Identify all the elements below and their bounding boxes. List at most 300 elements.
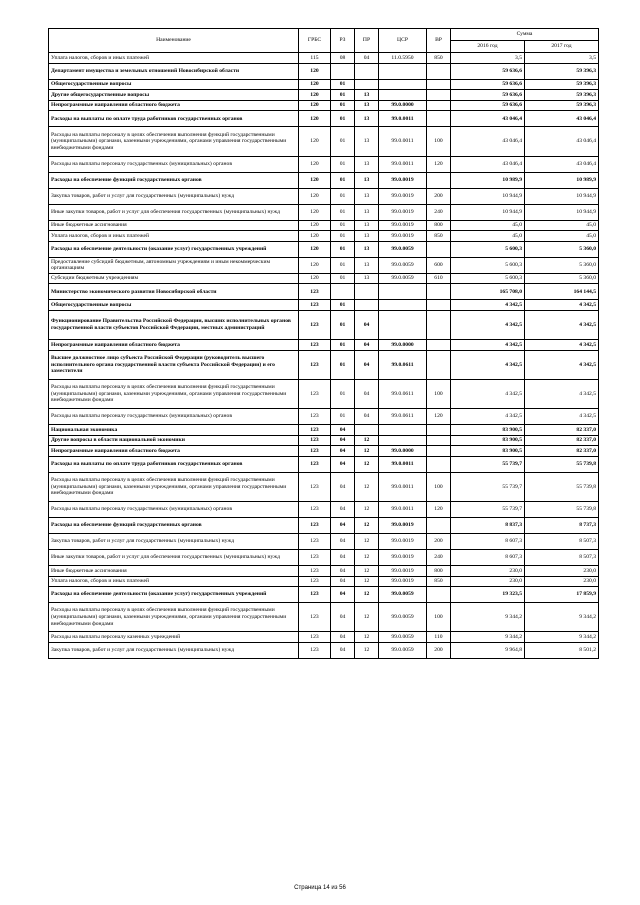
row-sum-2016: 4 342,5 <box>451 340 525 351</box>
row-name: Расходы на обеспечение деятельности (оказание услуг) государственных учреждений <box>49 587 299 603</box>
row-name: Расходы на обеспечение деятельности (оказание услуг) государственных учреждений <box>49 241 299 257</box>
row-sum-2016: 8 607,3 <box>451 534 525 550</box>
table-row <box>49 518 599 534</box>
row-sum-2016: 8 837,3 <box>451 518 525 534</box>
row-sum-2016: 83 900,5 <box>451 425 525 436</box>
row-sum-2017: 8 501,2 <box>525 643 599 659</box>
row-grbs: 123 <box>299 446 331 457</box>
row-csr: 99.0.0059 <box>379 273 427 284</box>
table-row <box>49 204 599 220</box>
row-grbs: 120 <box>299 156 331 172</box>
row-vr: 850 <box>427 576 451 587</box>
row-vr <box>427 446 451 457</box>
row-sum-2017: 3,5 <box>525 53 599 64</box>
row-csr: 99.0.0011 <box>379 456 427 472</box>
row-csr: 99.0.0000 <box>379 100 427 111</box>
row-grbs: 120 <box>299 127 331 156</box>
row-rz: 04 <box>331 446 355 457</box>
row-vr <box>427 587 451 603</box>
row-rz: 08 <box>331 53 355 64</box>
table-row <box>49 90 599 101</box>
row-name: Национальная экономика <box>49 425 299 436</box>
row-pr <box>355 300 379 311</box>
row-grbs: 120 <box>299 90 331 101</box>
row-rz: 01 <box>331 379 355 408</box>
row-pr: 12 <box>355 632 379 643</box>
row-sum-2017: 8 737,3 <box>525 518 599 534</box>
row-sum-2017: 5 360,0 <box>525 257 599 273</box>
row-csr: 99.0.0000 <box>379 340 427 351</box>
row-grbs: 123 <box>299 300 331 311</box>
row-name: Функционирование Правительства Российской Федерации, высших исполнительных органов государственной власти субъектов Российской Федерации, местных администраций <box>49 310 299 339</box>
header-year-2016: 2016 год <box>451 41 525 53</box>
row-rz: 04 <box>331 550 355 566</box>
row-vr: 120 <box>427 502 451 518</box>
row-grbs: 123 <box>299 576 331 587</box>
row-rz: 04 <box>331 534 355 550</box>
row-pr: 13 <box>355 220 379 231</box>
row-vr <box>427 425 451 436</box>
row-rz: 04 <box>331 632 355 643</box>
row-sum-2016: 9 964,8 <box>451 643 525 659</box>
row-grbs: 123 <box>299 379 331 408</box>
row-sum-2017: 4 342,5 <box>525 379 599 408</box>
row-grbs: 123 <box>299 603 331 632</box>
header-csr: ЦСР <box>379 29 427 53</box>
table-row <box>49 502 599 518</box>
row-sum-2016: 19 323,5 <box>451 587 525 603</box>
table-row <box>49 576 599 587</box>
row-sum-2017: 9 344,2 <box>525 603 599 632</box>
row-csr <box>379 79 427 90</box>
row-name: Общегосударственные вопросы <box>49 79 299 90</box>
row-csr <box>379 425 427 436</box>
row-grbs: 123 <box>299 284 331 300</box>
row-pr: 04 <box>355 379 379 408</box>
row-sum-2017: 82 337,0 <box>525 435 599 446</box>
row-vr <box>427 310 451 339</box>
row-vr: 110 <box>427 632 451 643</box>
row-sum-2017: 5 360,0 <box>525 241 599 257</box>
header-grbs: ГРБС <box>299 29 331 53</box>
table-row <box>49 100 599 111</box>
row-csr: 99.0.0011 <box>379 502 427 518</box>
row-pr: 13 <box>355 204 379 220</box>
row-vr: 100 <box>427 603 451 632</box>
row-sum-2016: 4 342,5 <box>451 409 525 425</box>
row-name: Расходы на выплаты по оплате труда работников государственных органов <box>49 111 299 127</box>
row-pr: 12 <box>355 576 379 587</box>
row-sum-2017: 59 396,3 <box>525 100 599 111</box>
row-sum-2017: 8 507,3 <box>525 550 599 566</box>
row-vr: 100 <box>427 472 451 501</box>
row-pr: 12 <box>355 435 379 446</box>
row-sum-2016: 55 739,7 <box>451 472 525 501</box>
table-row <box>49 632 599 643</box>
row-vr <box>427 518 451 534</box>
row-sum-2017: 55 739,8 <box>525 502 599 518</box>
row-grbs: 123 <box>299 409 331 425</box>
row-sum-2016: 4 342,5 <box>451 350 525 379</box>
row-grbs: 120 <box>299 111 331 127</box>
row-csr <box>379 63 427 79</box>
table-row <box>49 284 599 300</box>
row-sum-2017: 230,0 <box>525 576 599 587</box>
row-pr: 13 <box>355 111 379 127</box>
table-row <box>49 425 599 436</box>
row-grbs: 123 <box>299 435 331 446</box>
row-name: Иные бюджетные ассигнования <box>49 566 299 577</box>
row-sum-2017: 4 342,5 <box>525 300 599 311</box>
table-row <box>49 340 599 351</box>
table-row <box>49 350 599 379</box>
row-sum-2017: 4 342,5 <box>525 409 599 425</box>
table-row <box>49 409 599 425</box>
row-csr <box>379 90 427 101</box>
table-row <box>49 603 599 632</box>
row-grbs: 120 <box>299 172 331 188</box>
row-vr: 120 <box>427 409 451 425</box>
table-row <box>49 435 599 446</box>
row-pr: 12 <box>355 566 379 577</box>
row-pr: 04 <box>355 53 379 64</box>
row-sum-2016: 45,0 <box>451 231 525 242</box>
row-sum-2016: 230,0 <box>451 566 525 577</box>
row-sum-2016: 55 739,7 <box>451 502 525 518</box>
row-name: Иные закупки товаров, работ и услуг для обеспечения государственных (муниципальных) нужд <box>49 550 299 566</box>
table-row <box>49 172 599 188</box>
table-row <box>49 257 599 273</box>
table-row <box>49 300 599 311</box>
table-row <box>49 587 599 603</box>
header-year-2017: 2017 год <box>525 41 599 53</box>
row-rz: 01 <box>331 257 355 273</box>
table-row <box>49 241 599 257</box>
row-sum-2016: 59 636,6 <box>451 100 525 111</box>
row-vr <box>427 90 451 101</box>
row-sum-2017: 43 046,4 <box>525 111 599 127</box>
row-pr <box>355 79 379 90</box>
row-pr: 13 <box>355 90 379 101</box>
row-rz <box>331 63 355 79</box>
row-name: Непрограммные направления областного бюджета <box>49 340 299 351</box>
row-pr: 13 <box>355 241 379 257</box>
row-pr: 12 <box>355 643 379 659</box>
row-name: Расходы на выплаты персоналу государственных (муниципальных) органов <box>49 409 299 425</box>
row-rz: 04 <box>331 603 355 632</box>
row-name: Уплата налогов, сборов и иных платежей <box>49 576 299 587</box>
row-csr: 99.0.0611 <box>379 409 427 425</box>
row-name: Субсидии бюджетным учреждениям <box>49 273 299 284</box>
row-grbs: 120 <box>299 231 331 242</box>
row-sum-2017: 8 507,3 <box>525 534 599 550</box>
row-sum-2017: 55 739,8 <box>525 472 599 501</box>
row-rz: 01 <box>331 300 355 311</box>
header-pr: ПР <box>355 29 379 53</box>
row-grbs: 123 <box>299 566 331 577</box>
row-vr: 240 <box>427 550 451 566</box>
row-grbs: 120 <box>299 188 331 204</box>
row-sum-2016: 83 900,5 <box>451 446 525 457</box>
row-sum-2017: 9 344,2 <box>525 632 599 643</box>
row-csr: 99.0.0059 <box>379 643 427 659</box>
row-pr <box>355 63 379 79</box>
row-rz: 01 <box>331 79 355 90</box>
row-name: Иные бюджетные ассигнования <box>49 220 299 231</box>
row-vr: 200 <box>427 643 451 659</box>
row-name: Расходы на выплаты персоналу в целях обеспечения выполнения функций государственными (муниципальными) органами, казенными учреждениями, органами управления государственными внебюджетными фондами <box>49 472 299 501</box>
row-csr: 99.0.0011 <box>379 127 427 156</box>
table-body <box>49 53 599 659</box>
row-pr: 13 <box>355 273 379 284</box>
row-csr: 99.0.0059 <box>379 257 427 273</box>
row-grbs: 123 <box>299 587 331 603</box>
row-rz: 01 <box>331 127 355 156</box>
row-sum-2017: 82 337,0 <box>525 425 599 436</box>
row-name: Расходы на обеспечение функций государственных органов <box>49 172 299 188</box>
row-sum-2017: 4 342,5 <box>525 350 599 379</box>
row-vr: 610 <box>427 273 451 284</box>
row-sum-2017: 10 944,9 <box>525 204 599 220</box>
table-row <box>49 550 599 566</box>
row-pr: 12 <box>355 534 379 550</box>
row-pr: 13 <box>355 172 379 188</box>
row-vr <box>427 100 451 111</box>
row-sum-2016: 45,0 <box>451 220 525 231</box>
row-csr: 99.0.0019 <box>379 231 427 242</box>
row-pr: 04 <box>355 310 379 339</box>
row-sum-2016: 55 739,7 <box>451 456 525 472</box>
row-name: Предоставление субсидий бюджетным, автономным учреждениям и иным некоммерческим организациям <box>49 257 299 273</box>
row-name: Расходы на выплаты персоналу в целях обеспечения выполнения функций государственными (муниципальными) органами, казенными учреждениями, органами управления государственными внебюджетными фондами <box>49 379 299 408</box>
row-rz: 01 <box>331 409 355 425</box>
row-sum-2017: 82 337,0 <box>525 446 599 457</box>
row-name: Другие общегосударственные вопросы <box>49 90 299 101</box>
table-row <box>49 379 599 408</box>
row-sum-2017: 43 046,4 <box>525 156 599 172</box>
row-grbs: 120 <box>299 204 331 220</box>
row-pr: 13 <box>355 100 379 111</box>
row-csr: 99.0.0019 <box>379 204 427 220</box>
row-sum-2016: 10 944,9 <box>451 204 525 220</box>
row-csr: 99.0.0011 <box>379 111 427 127</box>
row-sum-2017: 43 046,4 <box>525 127 599 156</box>
row-vr: 100 <box>427 379 451 408</box>
row-vr <box>427 350 451 379</box>
row-sum-2017: 230,0 <box>525 566 599 577</box>
row-sum-2016: 10 989,9 <box>451 172 525 188</box>
table-row <box>49 534 599 550</box>
row-pr: 12 <box>355 446 379 457</box>
header-name: Наименование <box>49 29 299 53</box>
row-pr: 12 <box>355 502 379 518</box>
row-sum-2017: 4 342,5 <box>525 310 599 339</box>
row-vr <box>427 456 451 472</box>
budget-table <box>48 28 599 659</box>
row-pr: 12 <box>355 587 379 603</box>
row-pr: 04 <box>355 350 379 379</box>
row-pr: 12 <box>355 456 379 472</box>
table-row <box>49 231 599 242</box>
row-sum-2016: 4 342,5 <box>451 379 525 408</box>
row-name: Расходы на выплаты персоналу казенных учреждений <box>49 632 299 643</box>
row-grbs: 123 <box>299 550 331 566</box>
row-sum-2017: 59 396,3 <box>525 90 599 101</box>
row-pr: 12 <box>355 550 379 566</box>
row-name: Непрограммные направления областного бюджета <box>49 100 299 111</box>
row-grbs: 123 <box>299 534 331 550</box>
row-vr: 800 <box>427 220 451 231</box>
row-rz: 04 <box>331 518 355 534</box>
row-sum-2016: 43 046,4 <box>451 111 525 127</box>
row-sum-2016: 5 600,3 <box>451 273 525 284</box>
row-name: Общегосударственные вопросы <box>49 300 299 311</box>
row-pr: 13 <box>355 127 379 156</box>
table-row <box>49 79 599 90</box>
row-vr <box>427 63 451 79</box>
row-grbs: 123 <box>299 643 331 659</box>
row-grbs: 123 <box>299 310 331 339</box>
row-vr <box>427 340 451 351</box>
row-pr: 13 <box>355 156 379 172</box>
row-rz: 01 <box>331 172 355 188</box>
row-csr <box>379 310 427 339</box>
table-row <box>49 310 599 339</box>
row-name: Министерство экономического развития Новосибирской области <box>49 284 299 300</box>
row-csr: 99.0.0019 <box>379 534 427 550</box>
row-rz: 01 <box>331 231 355 242</box>
row-grbs: 123 <box>299 340 331 351</box>
table-row <box>49 446 599 457</box>
row-grbs: 123 <box>299 632 331 643</box>
row-pr: 12 <box>355 518 379 534</box>
row-sum-2016: 4 342,5 <box>451 300 525 311</box>
row-sum-2016: 83 900,5 <box>451 435 525 446</box>
row-sum-2016: 3,5 <box>451 53 525 64</box>
row-rz: 01 <box>331 220 355 231</box>
table-row <box>49 566 599 577</box>
table-row <box>49 53 599 64</box>
row-pr: 12 <box>355 472 379 501</box>
row-name: Непрограммные направления областного бюджета <box>49 446 299 457</box>
table-row <box>49 63 599 79</box>
row-csr: 99.0.0019 <box>379 576 427 587</box>
row-rz: 01 <box>331 204 355 220</box>
row-vr: 240 <box>427 204 451 220</box>
row-rz: 04 <box>331 643 355 659</box>
row-rz: 04 <box>331 425 355 436</box>
row-csr: 99.0.0011 <box>379 156 427 172</box>
row-csr: 99.0.0019 <box>379 188 427 204</box>
row-rz: 01 <box>331 90 355 101</box>
row-csr: 99.0.0059 <box>379 587 427 603</box>
row-rz <box>331 284 355 300</box>
row-rz: 01 <box>331 100 355 111</box>
row-rz: 04 <box>331 587 355 603</box>
row-sum-2016: 43 046,4 <box>451 156 525 172</box>
row-sum-2017: 10 944,9 <box>525 188 599 204</box>
row-sum-2016: 5 600,3 <box>451 257 525 273</box>
row-csr: 99.0.0011 <box>379 472 427 501</box>
row-grbs: 120 <box>299 241 331 257</box>
row-csr: 99.0.0059 <box>379 241 427 257</box>
row-sum-2017: 17 859,9 <box>525 587 599 603</box>
row-rz: 04 <box>331 502 355 518</box>
row-sum-2017: 164 144,5 <box>525 284 599 300</box>
row-sum-2017: 5 360,0 <box>525 273 599 284</box>
row-sum-2016: 59 636,6 <box>451 79 525 90</box>
row-csr: 99.0.0059 <box>379 603 427 632</box>
row-vr <box>427 300 451 311</box>
row-name: Расходы на выплаты по оплате труда работников государственных органов <box>49 456 299 472</box>
row-grbs: 123 <box>299 350 331 379</box>
table-row <box>49 188 599 204</box>
row-grbs: 120 <box>299 273 331 284</box>
row-grbs: 123 <box>299 425 331 436</box>
row-vr: 200 <box>427 534 451 550</box>
row-pr: 13 <box>355 231 379 242</box>
row-csr <box>379 435 427 446</box>
row-grbs: 120 <box>299 257 331 273</box>
row-sum-2016: 230,0 <box>451 576 525 587</box>
row-csr: 99.0.0059 <box>379 632 427 643</box>
row-pr <box>355 284 379 300</box>
table-row <box>49 156 599 172</box>
row-sum-2017: 45,0 <box>525 231 599 242</box>
header-vr: ВР <box>427 29 451 53</box>
row-pr: 13 <box>355 257 379 273</box>
row-csr: 11.0.5950 <box>379 53 427 64</box>
row-name: Закупка товаров, работ и услуг для государственных (муниципальных) нужд <box>49 534 299 550</box>
row-csr: 99.0.0019 <box>379 550 427 566</box>
row-pr: 13 <box>355 188 379 204</box>
row-sum-2017: 55 739,8 <box>525 456 599 472</box>
row-csr: 99.0.0611 <box>379 350 427 379</box>
row-name: Закупка товаров, работ и услуг для государственных (муниципальных) нужд <box>49 643 299 659</box>
row-rz: 04 <box>331 435 355 446</box>
table-row <box>49 127 599 156</box>
row-sum-2016: 9 344,2 <box>451 632 525 643</box>
row-grbs: 120 <box>299 100 331 111</box>
row-name: Уплата налогов, сборов и иных платежей <box>49 53 299 64</box>
row-vr: 850 <box>427 231 451 242</box>
row-rz: 01 <box>331 111 355 127</box>
table-row <box>49 472 599 501</box>
row-sum-2017: 45,0 <box>525 220 599 231</box>
table-row <box>49 220 599 231</box>
row-sum-2016: 8 607,3 <box>451 550 525 566</box>
row-vr <box>427 172 451 188</box>
row-pr: 04 <box>355 409 379 425</box>
row-rz: 01 <box>331 310 355 339</box>
row-sum-2016: 4 342,5 <box>451 310 525 339</box>
header-sum: Сумма <box>451 29 599 41</box>
row-vr <box>427 79 451 90</box>
row-name: Расходы на обеспечение функций государственных органов <box>49 518 299 534</box>
row-vr: 800 <box>427 566 451 577</box>
row-grbs: 123 <box>299 456 331 472</box>
row-vr: 120 <box>427 156 451 172</box>
row-name: Уплата налогов, сборов и иных платежей <box>49 231 299 242</box>
row-rz: 04 <box>331 472 355 501</box>
row-pr: 04 <box>355 340 379 351</box>
row-csr: 99.0.0611 <box>379 379 427 408</box>
table-row <box>49 273 599 284</box>
page-footer: Страница 14 из 56 <box>294 885 346 891</box>
row-rz: 04 <box>331 576 355 587</box>
row-sum-2016: 5 600,3 <box>451 241 525 257</box>
row-sum-2017: 59 396,3 <box>525 79 599 90</box>
